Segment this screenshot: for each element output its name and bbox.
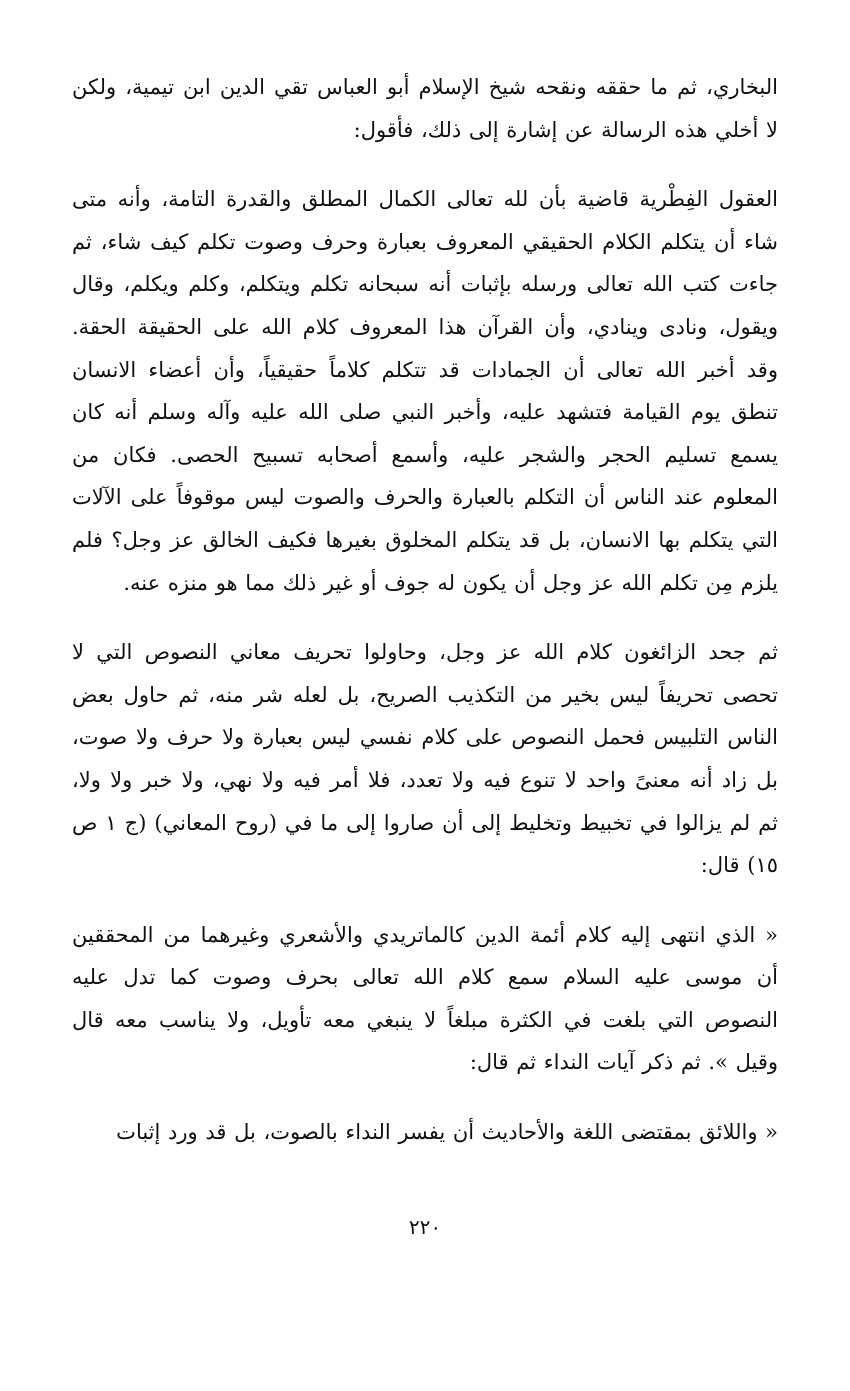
page-number: ٢٢٠ — [408, 1215, 442, 1239]
paragraph-natural-minds: العقول الفِطْرية قاضية بأن لله تعالى الكمال المطلق والقدرة التامة، وأنه متى شاء أن يتكلم الكلام الحقيقي المعروف بعبارة وحرف وصوت تكلم كيف شاء، ثم جاءت كتب الله تعالى ورسله بإثبات أنه سبحانه تكلم ويتكلم، وكلم ويكلم، وقال ويقول، ونادى وينادي، وأن القرآن هذا المعروف كلام الله على الحقيقة الحقة. وقد أخبر الله تعالى أن الجمادات قد تتكلم كلاماً حقيقياً، وأن أعضاء الانسان تنطق يوم القيامة فتشهد عليه، وأخبر النبي صلى الله عليه وآله وسلم أنه كان يسمع تسليم الحجر والشجر عليه، وأسمع أصحابه تسبيح الحصى. فكان من المعلوم عند الناس أن التكلم بالعبارة والحرف والصوت ليس موقوفاً على الآلات التي يتكلم بها الانسان، بل قد يتكلم المخلوق بغيرها فكيف الخالق عز وجل؟ فلم يلزم مِن تكلم الله عز وجل أن يكون له جوف أو غير ذلك مما هو منزه عنه. — [72, 187, 778, 595]
paragraph-deviants: ثم جحد الزائغون كلام الله عز وجل، وحاولوا تحريف معاني النصوص التي لا تحصى تحريفاً ليس بخير من التكذيب الصريح، بل لعله شر منه، ثم حاول بعض الناس التلبيس فحمل النصوص على كلام نفسي ليس بعبارة ولا حرف ولا صوت، بل زاد أنه معنىً واحد لا تنوع فيه ولا تعدد، فلا أمر فيه ولا نهي، ولا خبر ولا ولا، ثم لم يزالوا في تخبيط وتخليط إلى أن صاروا إلى ما في (روح المعاني) (ج ١ ص ١٥) قال: — [72, 640, 778, 878]
paragraph-intro: البخاري، ثم ما حققه ونقحه شيخ الإسلام أبو العباس تقي الدين ابن تيمية، ولكن لا أخلي هذه الرسالة عن إشارة إلى ذلك، فأقول: — [72, 75, 778, 142]
paragraph-quote-nida: « واللائق بمقتضى اللغة والأحاديث أن يفسر النداء بالصوت، بل قد ورد إثبات — [116, 1120, 778, 1145]
paragraph-quote-scholars: « الذي انتهى إليه كلام أئمة الدين كالماتريدي والأشعري وغيرهما من المحققين أن موسى عليه السلام سمع كلام الله تعالى بحرف وصوت كما تدل عليه النصوص التي بلغت في الكثرة مبلغاً لا ينبغي معه تأويل، ولا يناسب معه قال وقيل ». ثم ذكر آيات النداء ثم قال: — [72, 922, 778, 1075]
